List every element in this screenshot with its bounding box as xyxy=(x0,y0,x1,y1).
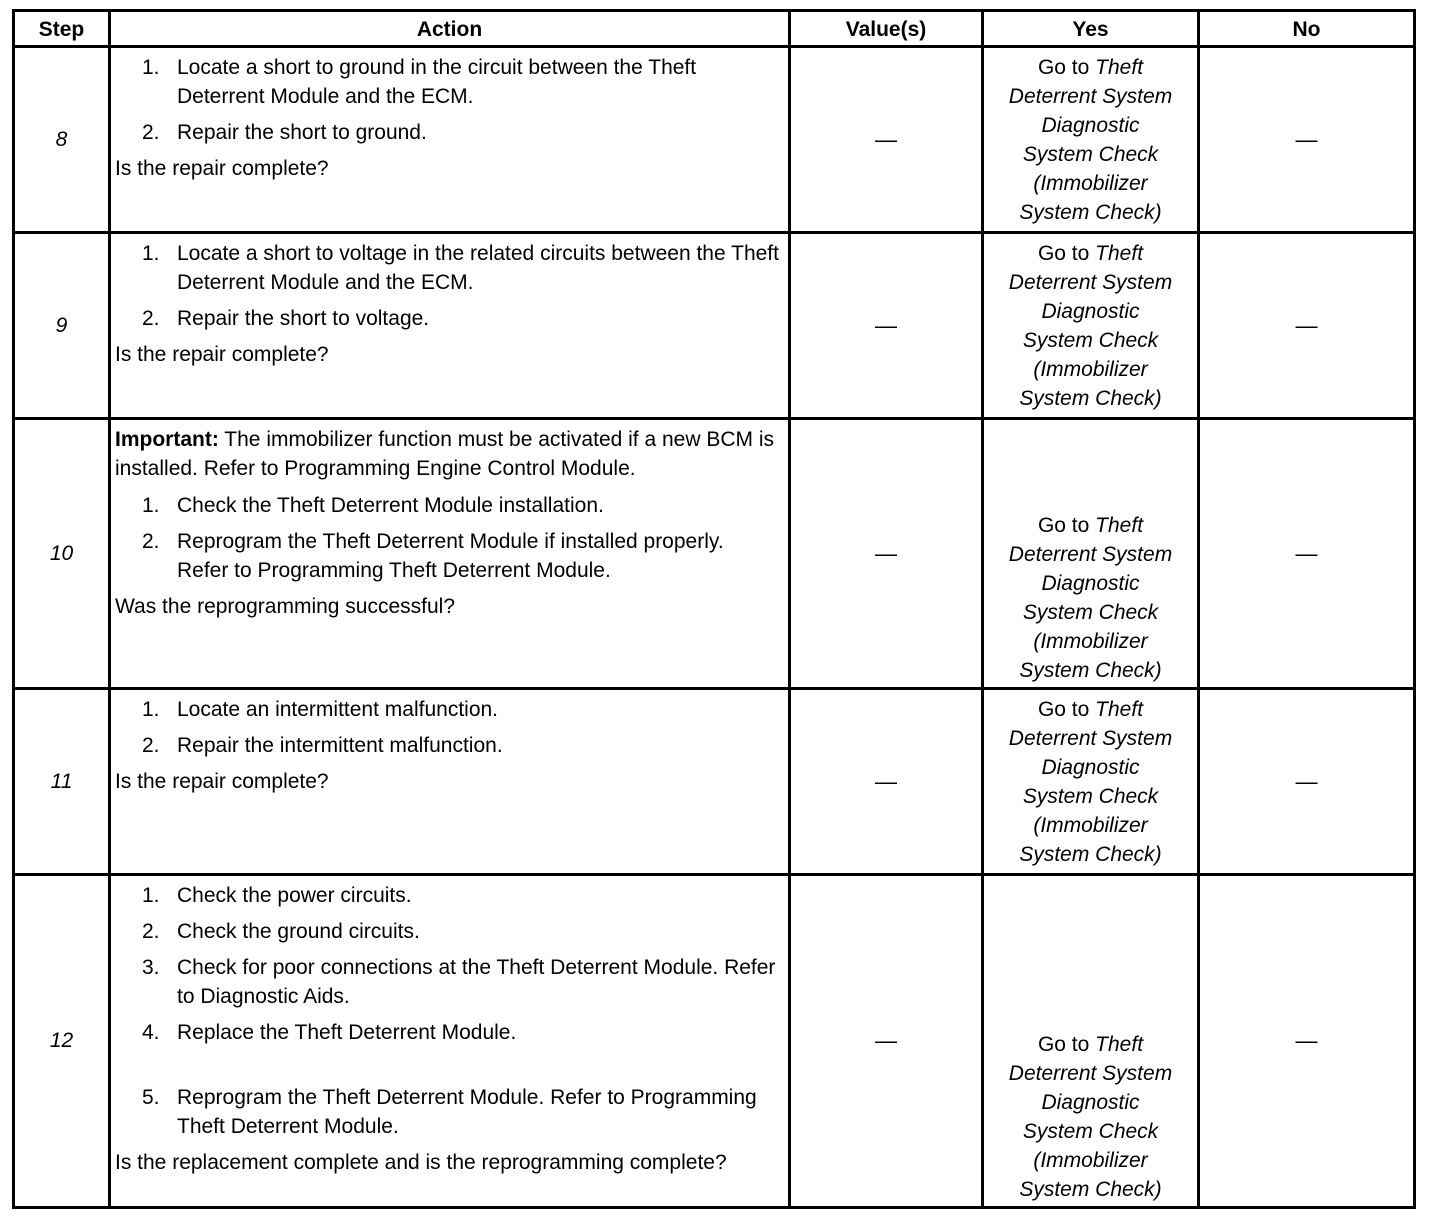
action-cell xyxy=(110,875,790,1208)
action-question: Is the replacement complete and is the reprogramming complete? xyxy=(115,1151,727,1174)
action-cell xyxy=(110,689,790,875)
action-steps xyxy=(115,239,780,333)
action-steps xyxy=(115,491,780,585)
step-number: 11 xyxy=(14,689,110,875)
action-steps xyxy=(115,695,780,760)
header-value: Value(s) xyxy=(790,11,983,47)
yes-cell: Go to Theft Deterrent System Diagnostic System Check (Immobilizer System Check) xyxy=(983,233,1199,419)
step-number: 9 xyxy=(14,233,110,419)
no-cell: — xyxy=(1199,419,1415,689)
header-action: Action xyxy=(110,11,790,47)
value-cell: — xyxy=(790,689,983,875)
action-step-item: 2. Reprogram the Theft Deterrent Module if installed properly. Refer to Programming Theft Deterrent Module. xyxy=(142,530,724,582)
action-step-item: 1. Check the Theft Deterrent Module installation. xyxy=(142,494,604,517)
step-number: 12 xyxy=(14,875,110,1208)
table-row-step-9 xyxy=(14,233,1415,419)
no-cell: — xyxy=(1199,689,1415,875)
action-step-item: 1. Locate a short to ground in the circuit between the Theft Deterrent Module and the ECM. xyxy=(142,56,697,108)
no-cell: — xyxy=(1199,233,1415,419)
header-no: No xyxy=(1199,11,1415,47)
action-cell xyxy=(110,233,790,419)
action-step-item: 4. Replace the Theft Deterrent Module. xyxy=(142,1021,517,1044)
yes-cell: Go to Theft Deterrent System Diagnostic System Check (Immobilizer System Check) xyxy=(983,47,1199,233)
value-cell: — xyxy=(790,419,983,689)
value-cell: — xyxy=(790,233,983,419)
action-steps xyxy=(115,53,780,147)
action-step-item: 1. Check the power circuits. xyxy=(142,884,412,907)
action-question: Is the repair complete? xyxy=(115,343,329,366)
action-question: Was the reprogramming successful? xyxy=(115,595,456,618)
action-step-item: 2. Check the ground circuits. xyxy=(142,920,420,943)
value-cell: — xyxy=(790,47,983,233)
action-step-item: 5. Reprogram the Theft Deterrent Module. Refer to Programming Theft Deterrent Module. xyxy=(142,1086,757,1138)
step-number: 10 xyxy=(14,419,110,689)
table-row-step-12 xyxy=(14,875,1415,1208)
action-step-item: 1. Locate a short to voltage in the related circuits between the Theft Deterrent Module and the ECM. xyxy=(142,242,779,294)
action-question: Is the repair complete? xyxy=(115,770,329,793)
header-row xyxy=(14,11,1415,47)
action-cell xyxy=(110,419,790,689)
action-step-item: 2. Repair the intermittent malfunction. xyxy=(142,734,503,757)
diagnostic-table xyxy=(12,9,1416,1209)
value-cell: — xyxy=(790,875,983,1208)
action-step-item: 2. Repair the short to voltage. xyxy=(142,307,430,330)
no-cell: — xyxy=(1199,875,1415,1208)
table-row-step-11 xyxy=(14,689,1415,875)
no-cell: — xyxy=(1199,47,1415,233)
action-step-item: 1. Locate an intermittent malfunction. xyxy=(142,698,499,721)
table-row-step-10 xyxy=(14,419,1415,689)
important-label: Important: xyxy=(115,428,219,451)
header-step: Step xyxy=(14,11,110,47)
action-step-item: 2. Repair the short to ground. xyxy=(142,121,427,144)
yes-cell: Go to Theft Deterrent System Diagnostic System Check (Immobilizer System Check) xyxy=(983,875,1199,1208)
important-note xyxy=(115,425,780,483)
table-row-step-8 xyxy=(14,47,1415,233)
action-steps xyxy=(115,881,780,1141)
yes-cell: Go to Theft Deterrent System Diagnostic System Check (Immobilizer System Check) xyxy=(983,689,1199,875)
action-question: Is the repair complete? xyxy=(115,157,329,180)
action-step-item: 3. Check for poor connections at the Theft Deterrent Module. Refer to Diagnostic Aids. xyxy=(142,956,776,1008)
step-number: 8 xyxy=(14,47,110,233)
header-yes: Yes xyxy=(983,11,1199,47)
important-text: The immobilizer function must be activated if a new BCM is installed. Refer to Programming Engine Control Module. xyxy=(115,428,775,480)
action-cell xyxy=(110,47,790,233)
yes-cell: Go to Theft Deterrent System Diagnostic System Check (Immobilizer System Check) xyxy=(983,419,1199,689)
